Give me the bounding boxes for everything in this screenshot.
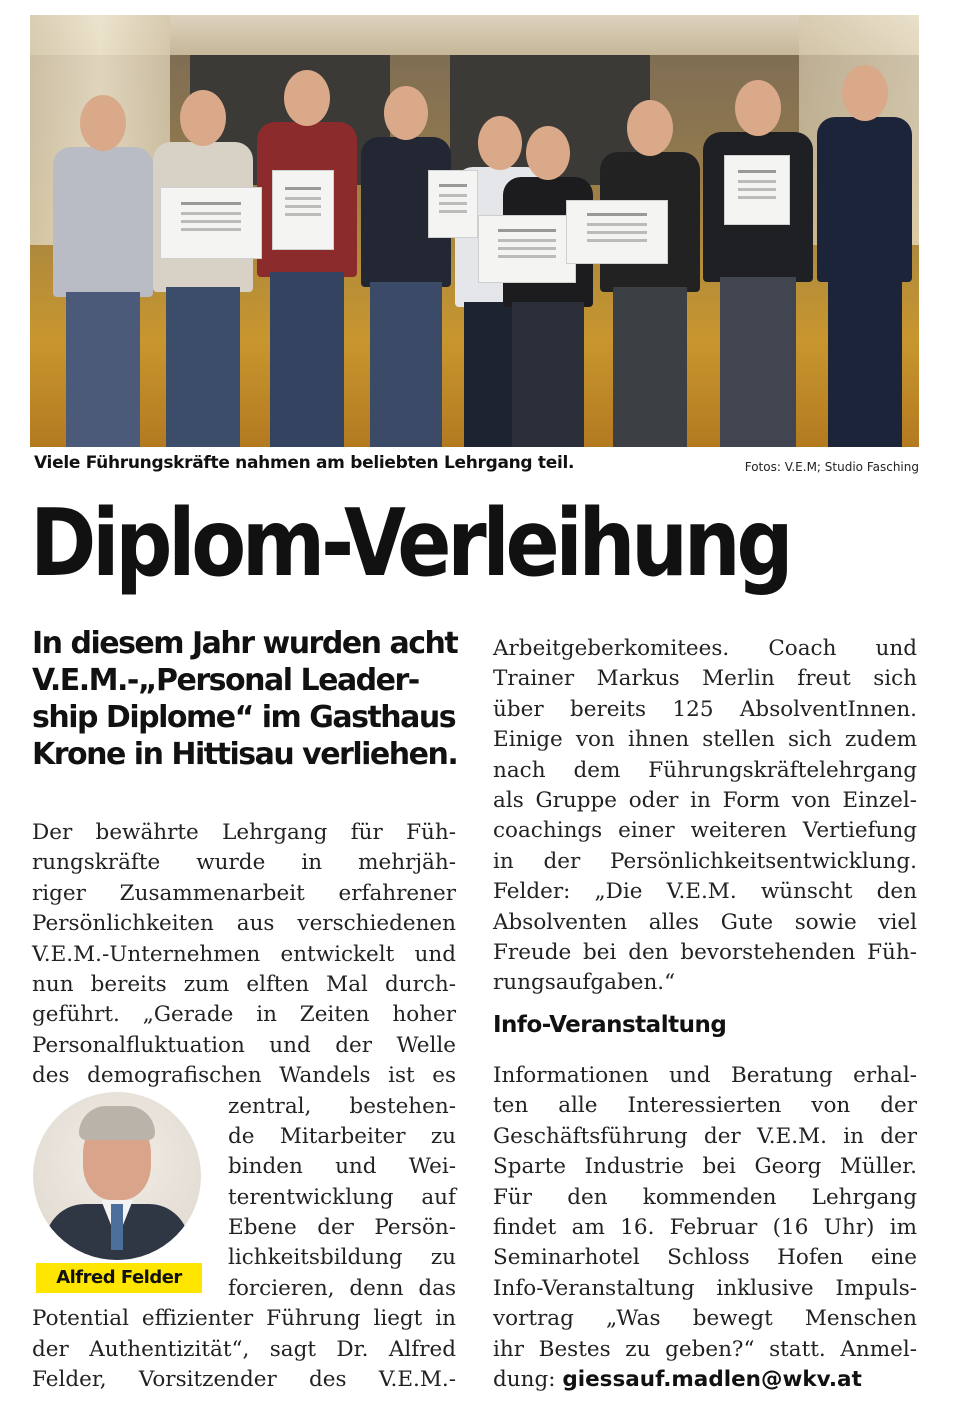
portrait-hair (79, 1106, 155, 1140)
text-line: Geschäftsführung der V.E.M. in der (493, 1123, 917, 1149)
photo-credit: Fotos: V.E.M; Studio Fasching (744, 460, 919, 474)
text-line: binden und Wei- (228, 1154, 456, 1180)
text-line: Seminarhotel Schloss Hofen eine (493, 1245, 917, 1271)
text-line: Einige von ihnen stellen sich zudem (493, 727, 917, 753)
portrait-photo (33, 1092, 201, 1260)
text-line: Felder, Vorsitzender des V.E.M.- (32, 1367, 456, 1393)
photo-person (148, 72, 258, 447)
lead-line: In diesem Jahr wurden acht (32, 626, 458, 661)
section-subhead: Info-Veranstaltung (493, 1012, 727, 1038)
lead-paragraph (32, 625, 472, 773)
photo-diploma (566, 200, 668, 264)
body-right-column-info (493, 1061, 917, 1395)
photo-person (698, 62, 818, 447)
photo-diploma (724, 155, 790, 225)
text-line: als Gruppe oder in Form von Einzel- (493, 787, 917, 813)
text-line: Sparte Industrie bei Georg Müller. (493, 1154, 917, 1180)
photo-person (48, 77, 158, 447)
text-line: findet am 16. Februar (16 Uhr) im (493, 1214, 917, 1240)
text-line: Freude bei den bevorstehenden Füh- (493, 939, 917, 965)
text-line-prefix: dung: (493, 1366, 563, 1392)
text-line: de Mitarbeiter zu (228, 1123, 456, 1149)
text-line: Für den kommenden Lehrgang (493, 1184, 917, 1210)
text-line: der Authentizität“, sagt Dr. Alfred (32, 1336, 456, 1362)
photo-person (812, 47, 917, 447)
text-line: rungskräfte wurde in mehrjäh- (32, 850, 456, 876)
text-line: coachings einer weiteren Vertiefung (493, 818, 917, 844)
lead-line: V.E.M.-„Personal Leader- (32, 663, 419, 698)
photo-person (356, 72, 456, 447)
text-line: Ebene der Persön- (228, 1215, 456, 1241)
text-line: forcieren, denn das (228, 1275, 456, 1301)
text-line: in der Persönlichkeitsentwicklung. (493, 848, 917, 874)
photo-diploma (160, 187, 262, 259)
text-line: riger Zusammenarbeit erfahrener (32, 880, 456, 906)
text-line: geführt. „Gerade in Zeiten hoher (32, 1002, 456, 1028)
group-photo (30, 15, 919, 447)
text-line: Persönlichkeiten aus verschiedenen (32, 911, 456, 937)
headline: Diplom-Verleihung (30, 489, 790, 597)
lead-line: ship Diplome“ im Gasthaus (32, 700, 456, 735)
photo-person (595, 82, 705, 447)
text-line: Absolventen alles Gute sowie viel (493, 909, 917, 935)
text-line: Felder: „Die V.E.M. wünscht den (493, 879, 917, 905)
portrait-name-badge: Alfred Felder (36, 1263, 202, 1293)
portrait-tie (111, 1204, 123, 1250)
text-line: vortrag „Was bewegt Menschen (493, 1306, 917, 1332)
text-line: nach dem Führungskräftelehrgang (493, 757, 917, 783)
body-right-column (493, 634, 917, 999)
text-line: über bereits 125 AbsolventInnen. (493, 696, 917, 722)
photo-diploma (272, 170, 334, 250)
text-line: lichkeitsbildung zu (228, 1245, 456, 1271)
text-line (493, 1365, 917, 1395)
lead-line: Krone in Hittisau verliehen. (32, 737, 458, 772)
text-line: zentral, bestehen- (228, 1093, 456, 1119)
text-line: ihr Bestes zu geben?“ statt. Anmel- (493, 1336, 917, 1362)
text-line: Personalfluktuation und der Welle (32, 1032, 456, 1058)
text-line: nun bereits zum elften Mal durch- (32, 971, 456, 997)
photo-diploma (478, 215, 576, 283)
text-line: terentwicklung auf (228, 1184, 456, 1210)
photo-caption: Viele Führungskräfte nahmen am beliebten Lehrgang teil. (34, 453, 575, 473)
text-line: ten alle Interessierten von der (493, 1093, 917, 1119)
email-link[interactable]: giessauf.madlen@wkv.at (562, 1366, 862, 1392)
text-line: des demografischen Wandels ist es (32, 1063, 456, 1089)
text-line: Arbeitgeberkomitees. Coach und (493, 636, 917, 661)
text-line: V.E.M.-Unternehmen entwickelt und (32, 941, 456, 967)
text-line: Potential effizienter Führung liegt in (32, 1306, 456, 1332)
photo-diploma (428, 170, 478, 238)
text-line: Trainer Markus Merlin freut sich (493, 666, 917, 692)
text-line: rungsaufgaben.“ (493, 970, 676, 996)
text-line: Der bewährte Lehrgang für Füh- (32, 820, 456, 845)
text-line: Informationen und Beratung erhal- (493, 1063, 917, 1088)
text-line: Info-Veranstaltung inklusive Impuls- (493, 1275, 917, 1301)
